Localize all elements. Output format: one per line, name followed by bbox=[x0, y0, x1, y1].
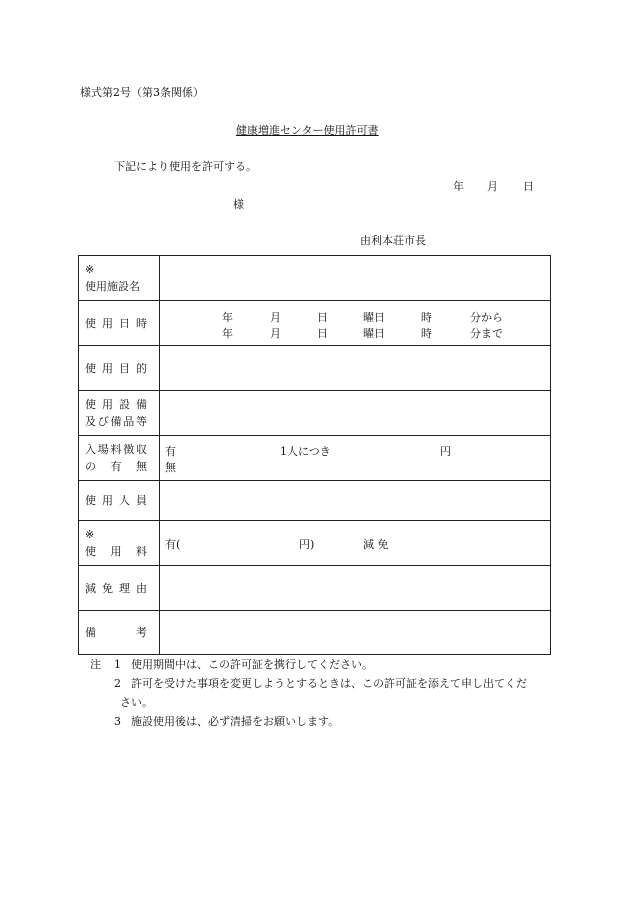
minute-until-unit: 分まで bbox=[470, 327, 503, 340]
reason-value bbox=[160, 566, 551, 611]
note-number: 2 bbox=[114, 677, 121, 690]
equipment-label-line2: 及び備品等 bbox=[85, 415, 147, 428]
purpose-label bbox=[79, 346, 160, 391]
minute-from-unit: 分から bbox=[470, 311, 503, 324]
datetime-label bbox=[79, 301, 160, 346]
datetime-label-text: 使用日時 bbox=[85, 316, 147, 330]
intro-text: 下記により使用を許可する。 bbox=[114, 160, 257, 173]
admission-label-line2: の 有 無 bbox=[85, 460, 147, 473]
note-text: 使用期間中は、この許可証を携行してください。 bbox=[131, 658, 373, 671]
list-item-continuation bbox=[90, 693, 550, 712]
remarks-label-text: 備考 bbox=[85, 626, 147, 639]
date-year: 年 bbox=[453, 180, 464, 193]
date-day: 日 bbox=[523, 180, 534, 193]
table-row bbox=[79, 611, 551, 655]
weekday-unit: 曜日 bbox=[363, 311, 385, 324]
yen-unit: 円 bbox=[440, 445, 451, 458]
per-person-label: 1人につき bbox=[280, 445, 331, 458]
people-label bbox=[79, 481, 160, 521]
remarks-label bbox=[79, 611, 160, 655]
purpose-label-text: 使用目的 bbox=[85, 361, 147, 375]
table-row bbox=[79, 391, 551, 436]
table-row bbox=[79, 481, 551, 521]
equipment-value bbox=[160, 391, 551, 436]
table-row bbox=[79, 436, 551, 481]
admission-yes: 有 bbox=[165, 445, 176, 458]
equipment-label bbox=[79, 391, 160, 436]
document-title: 健康増進センター使用許可書 bbox=[236, 124, 379, 137]
month-unit: 月 bbox=[270, 311, 281, 324]
year-unit: 年 bbox=[222, 311, 233, 324]
list-item bbox=[90, 674, 550, 693]
table-row bbox=[79, 256, 551, 301]
note-number: 1 bbox=[114, 658, 121, 671]
datetime-value bbox=[160, 301, 551, 346]
people-value bbox=[160, 481, 551, 521]
fee-value bbox=[160, 521, 551, 566]
required-mark: ※ bbox=[85, 528, 95, 541]
form-number: 様式第2号（第3条関係） bbox=[80, 86, 204, 99]
equipment-label-line1: 使用設備 bbox=[85, 398, 147, 411]
notes-prefix: 注 bbox=[90, 658, 101, 671]
admission-value bbox=[160, 436, 551, 481]
permit-form-table bbox=[78, 255, 551, 655]
reason-label-text: 減免理由 bbox=[85, 581, 147, 595]
note-text: 許可を受けた事項を変更しようとするときは、この許可証を添えて申し出てくだ bbox=[131, 677, 527, 690]
note-number: 3 bbox=[114, 715, 121, 728]
day-unit: 日 bbox=[317, 311, 328, 324]
facility-label-text: 使用施設名 bbox=[85, 280, 140, 293]
year-unit: 年 bbox=[222, 327, 233, 340]
weekday-unit: 曜日 bbox=[363, 327, 385, 340]
list-item bbox=[90, 712, 550, 731]
people-label-text: 使用人員 bbox=[85, 494, 147, 507]
remarks-value bbox=[160, 611, 551, 655]
facility-label bbox=[79, 256, 160, 301]
admission-label bbox=[79, 436, 160, 481]
fee-yes-open: 有( bbox=[165, 538, 181, 551]
day-unit: 日 bbox=[317, 327, 328, 340]
table-row bbox=[79, 521, 551, 566]
hour-unit: 時 bbox=[421, 311, 432, 324]
admission-label-line1: 入場料徴収 bbox=[85, 443, 147, 456]
required-mark: ※ bbox=[85, 263, 95, 276]
reason-label bbox=[79, 566, 160, 611]
fee-yen-close: 円) bbox=[299, 538, 315, 551]
table-row bbox=[79, 301, 551, 346]
recipient-suffix: 様 bbox=[233, 198, 244, 211]
fee-exemption: 減 免 bbox=[363, 538, 389, 551]
list-item bbox=[90, 655, 550, 674]
table-row bbox=[79, 566, 551, 611]
admission-no: 無 bbox=[165, 461, 176, 474]
issuer-name: 由利本荘市長 bbox=[360, 234, 426, 247]
note-text-continuation: さい。 bbox=[120, 696, 153, 709]
note-text: 施設使用後は、必ず清掃をお願いします。 bbox=[131, 715, 340, 728]
purpose-value bbox=[160, 346, 551, 391]
fee-label bbox=[79, 521, 160, 566]
facility-value bbox=[160, 256, 551, 301]
fee-label-text: 使用料 bbox=[85, 545, 147, 558]
table-row bbox=[79, 346, 551, 391]
notes-section bbox=[90, 655, 550, 731]
date-month: 月 bbox=[487, 180, 498, 193]
hour-unit: 時 bbox=[421, 327, 432, 340]
month-unit: 月 bbox=[270, 327, 281, 340]
